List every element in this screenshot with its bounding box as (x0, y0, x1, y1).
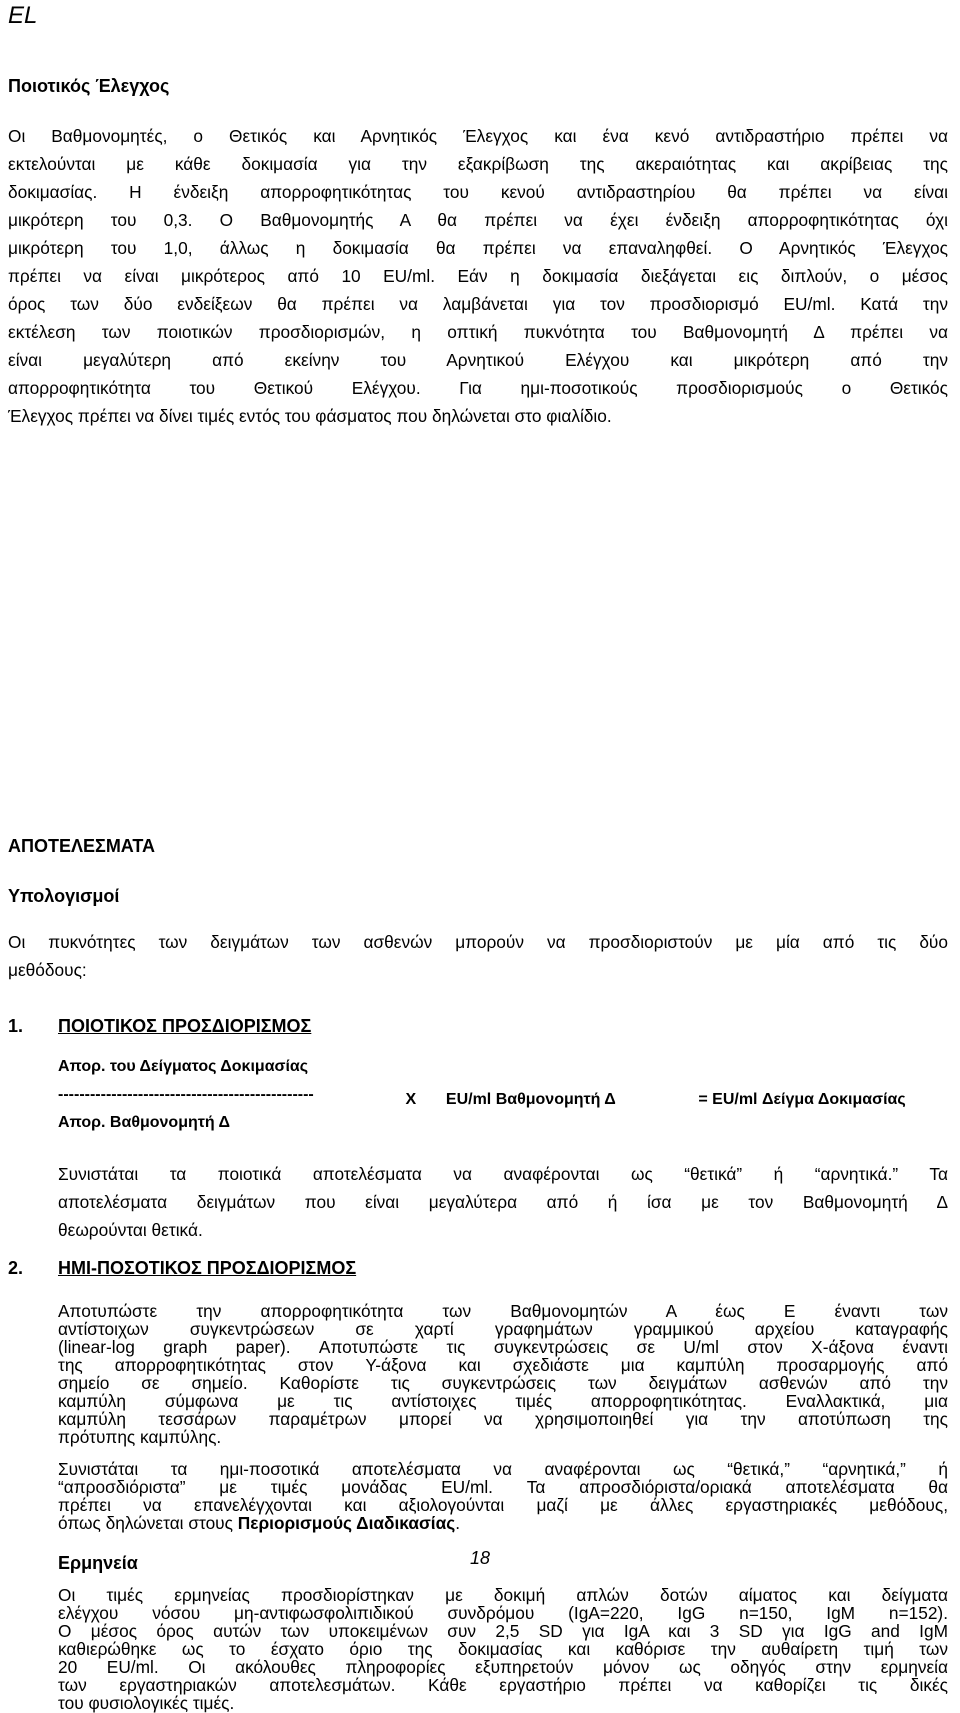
result-equals: = EU/ml Δείγμα Δοκιμασίας (698, 1091, 906, 1108)
method-2-title: ΗΜΙ-ΠΟΣΟΤΙΚΟΣ ΠΡΟΣΔΙΟΡΙΣΜΟΣ (58, 1258, 357, 1278)
text-line: καμπύλη τεσσάρων παραμέτρων μπορεί να χρησιμοποιηθεί για την αποτύπωση της (58, 1409, 948, 1429)
calculations-heading: Υπολογισμοί (8, 886, 120, 906)
text-fragment: όπως δηλώνεται στους (58, 1513, 238, 1533)
text-line: πρέπει να επανελέγχονται και αξιολογούνται μαζί με άλλες εργαστηριακές μεθόδους, (58, 1495, 948, 1515)
language-tag: EL (8, 2, 38, 29)
text-line: του φυσιολογικές τιμές. (58, 1693, 235, 1713)
text-line: είναι μεγαλύτερη από εκείνην του Αρνητικού Ελέγχου και μικρότερη από την (8, 350, 948, 370)
text-line: θεωρούνται θετικά. (58, 1220, 203, 1240)
text-line: Συνιστάται τα ημι-ποσοτικά αποτελέσματα να αναφέρονται ως “θετικά,” “αρνητικά,” ή (58, 1459, 948, 1479)
text-line: καθιερώθηκε ως το έσχατο όριο της δοκιμασίας και καθόρισε την αυθαίρετη τιμή των (58, 1639, 948, 1659)
results-intro-paragraph (8, 928, 948, 984)
text-line: Αποτυπώστε την απορροφητικότητα των Βαθμονομητών Α έως Ε έναντι των (58, 1301, 948, 1321)
text-line: πρέπει να είναι μικρότερος από 10 EU/ml. Εάν η δοκιμασία διεξάγεται εις διπλούν, ο μέσος (8, 266, 948, 286)
text-line: δοκιμασίας. Η ένδειξη απορροφητικότητας του κενού αντιδραστηρίου θα πρέπει να είναι (8, 182, 948, 202)
text-line: όρος των δύο ενδείξεων θα πρέπει να λαμβάνεται για τον προσδιορισμό EU/ml. Κατά την (8, 294, 948, 314)
method-2-heading (8, 1258, 356, 1279)
method-2-paragraph-1 (58, 1302, 948, 1712)
method-1-title: ΠΟΙΟΤΙΚΟΣ ΠΡΟΣΔΙΟΡΙΣΜΟΣ (58, 1016, 312, 1036)
text-line: Οι Βαθμονομητές, ο Θετικός και Αρνητικός Έλεγχος και ένα κενό αντιδραστήριο πρέπει να (8, 126, 948, 146)
text-line: αποτελέσματα δειγμάτων που είναι μεγαλύτερα από ή ίσα με τον Βαθμονομητή Δ (58, 1192, 948, 1212)
text-line (58, 1514, 948, 1532)
text-line: της απορροφητικότητας στον Y-άξονα και σχεδιάστε μια καμπύλη προσαρμογής από (58, 1355, 948, 1375)
fraction-bar: ------------------------------------------------ (58, 1086, 314, 1103)
text-line: πρότυπης καμπύλης. (58, 1427, 222, 1447)
text-line: μικρότερη του 1,0, άλλως η δοκιμασία θα πρέπει να επαναληφθεί. Ο Αρνητικός Έλεγχος (8, 238, 948, 258)
text-line: των εργαστηριακών αποτελεσμάτων. Κάθε εργαστήριο πρέπει να καθορίζει τις δικές (58, 1675, 948, 1695)
times-sign: X (405, 1091, 417, 1108)
text-line: Ο μέσος όρος αυτών των υποκειμένων συν 2,5 SD για IgA και 3 SD για IgG and IgM (58, 1621, 948, 1641)
formula-fraction-row (58, 1086, 906, 1109)
text-line: εκτέλεση των ποιοτικών προσδιορισμών, η οπτική πυκνότητα του Βαθμονομητή Δ πρέπει να (8, 322, 948, 342)
method-1-heading (8, 1016, 311, 1037)
text-line: Οι τιμές ερμηνείας προσδιορίστηκαν με δοκιμή απλών δοτών αίματος και δείγματα (58, 1585, 948, 1605)
numerator-text: Απορ. του Δείγματος Δοκιμασίας (58, 1058, 309, 1075)
formula-denominator (58, 1114, 230, 1132)
text-line: μεθόδους: (8, 960, 87, 980)
text-line: απορροφητικότητα του Θετικού Ελέγχου. Για ημι-ποσοτικούς προσδιορισμούς ο Θετικός (8, 378, 948, 398)
text-line: 20 EU/ml. Οι ακόλουθες πληροφορίες εξυπηρετούν μόνον ως οδηγός στην ερμηνεία (58, 1657, 948, 1677)
denominator-text: Απορ. Βαθμονομητή Δ (58, 1114, 231, 1131)
results-heading: ΑΠΟΤΕΛΕΣΜΑΤΑ (8, 836, 155, 856)
text-line: Συνιστάται τα ποιοτικά αποτελέσματα να αναφέρονται ως “θετικά” ή “αρνητικά.” Τα (58, 1164, 948, 1184)
quality-control-paragraph (8, 122, 948, 430)
calibrator-factor: EU/ml Βαθμονομητή Δ (445, 1091, 616, 1108)
method-2-number: 2. (8, 1258, 24, 1278)
text-line: μικρότερη του 0,3. Ο Βαθμονομητής Α θα πρέπει να έχει ένδειξη απορροφητικότητας όχι (8, 210, 948, 230)
text-line: ελέγχου νόσου μη-αντιφωσφολιπιδικού συνδρόμου (IgA=220, IgG n=150, IgM n=152). (58, 1603, 948, 1623)
text-line: “απροσδιόριστα” με τιμές μονάδας EU/ml. Τα απροσδιόριστα/οριακά αποτελέσματα θα (58, 1477, 948, 1497)
text-line: αντίστοιχων συγκεντρώσεων σε χαρτί γραφημάτων γραμμικού αρχείου καταγραφής (58, 1319, 948, 1339)
text-line: καμπύλη σύμφωνα με τις αντίστοιχες τιμές απορροφητικότητας. Εναλλακτικά, μια (58, 1391, 948, 1411)
method-1-note (58, 1160, 948, 1244)
page-number: 18 (470, 1548, 491, 1568)
procedure-limitations-reference: Περιορισμούς Διαδικασίας (237, 1513, 456, 1533)
quality-control-heading: Ποιοτικός Έλεγχος (8, 76, 170, 96)
text-line: Έλεγχος πρέπει να δίνει τιμές εντός του φάσματος που δηλώνεται στο φιαλίδιο. (8, 406, 612, 426)
formula-numerator (58, 1058, 308, 1076)
text-line: Οι πυκνότητες των δειγμάτων των ασθενών μπορούν να προσδιοριστούν με μία από τις δύο (8, 932, 948, 952)
interpretation-heading: Ερμηνεία (58, 1553, 138, 1573)
text-line: σημείο σε σημείο. Καθορίστε τις συγκεντρώσεις των δειγμάτων ασθενών από την (58, 1373, 948, 1393)
text-line: (linear-log graph paper). Αποτυπώστε τις συγκεντρώσεις σε U/ml στον X-άξονα έναντι (58, 1337, 948, 1357)
text-fragment: . (455, 1513, 461, 1533)
text-line: εκτελούνται με κάθε δοκιμασία για την εξακρίβωση της ακεραιότητας και ακρίβειας της (8, 154, 948, 174)
method-1-number: 1. (8, 1016, 24, 1036)
